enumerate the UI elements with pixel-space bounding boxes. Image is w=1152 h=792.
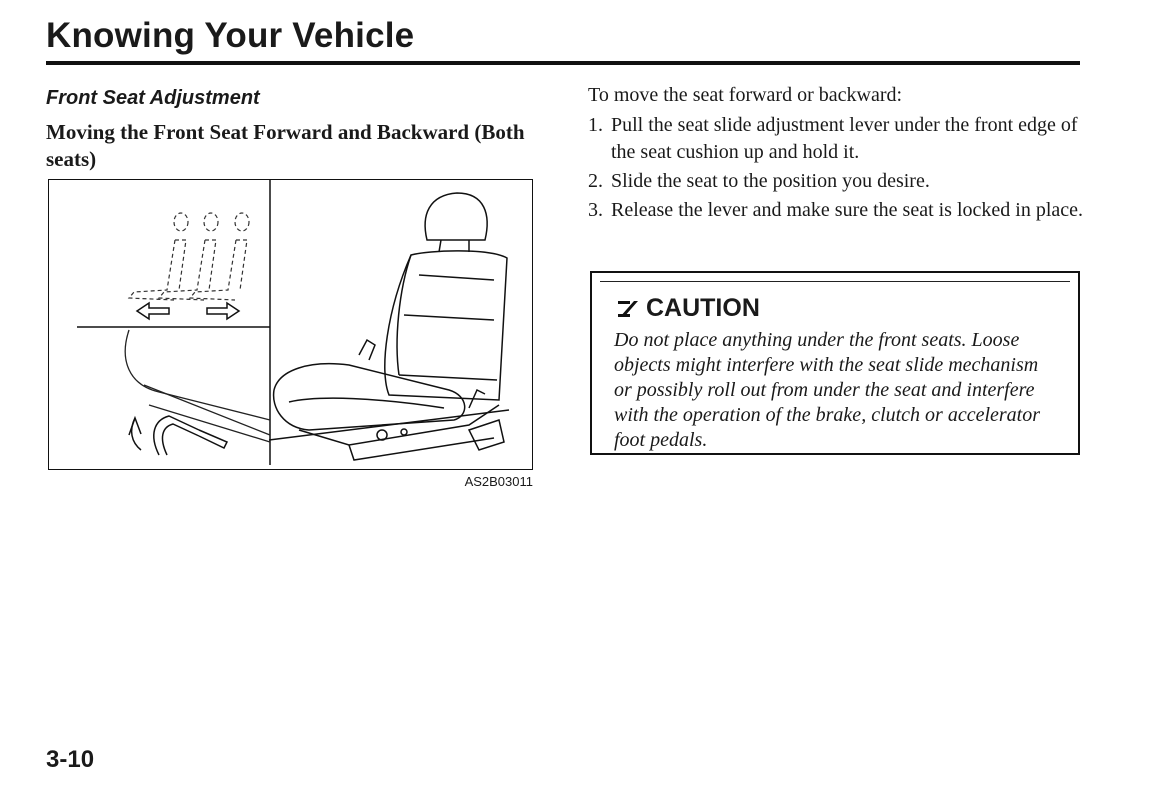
step-text: Pull the seat slide adjustment lever under the front edge of the seat cushion up and hold it.	[611, 114, 1078, 163]
step-number: 3.	[588, 199, 603, 221]
caution-box	[590, 271, 1080, 455]
section-heading: Front Seat Adjustment	[46, 87, 260, 109]
seat-positions-diagram	[129, 213, 249, 300]
caution-heading	[616, 294, 760, 323]
caution-icon	[616, 298, 644, 320]
subheading: Moving the Front Seat Forward and Backward (Both seats)	[46, 120, 525, 171]
instruction-steps	[588, 112, 1088, 226]
slide-arrows	[137, 303, 239, 319]
step-number: 2.	[588, 170, 603, 192]
step-text: Release the lever and make sure the seat is locked in place.	[611, 199, 1084, 221]
step-item	[588, 168, 1088, 195]
step-number: 1.	[588, 114, 603, 136]
instructions-intro: To move the seat forward or backward:	[588, 84, 903, 106]
step-text: Slide the seat to the position you desire.	[611, 170, 930, 192]
front-seat-illustration	[269, 193, 509, 460]
step-item	[588, 197, 1088, 224]
page-title: Knowing Your Vehicle	[46, 16, 415, 55]
left-seat-cushion	[125, 330, 270, 442]
page-number: 3-10	[46, 746, 95, 773]
title-rule	[46, 61, 1080, 65]
slide-lever-icon	[129, 416, 227, 455]
caution-title: CAUTION	[646, 294, 760, 322]
step-item	[588, 112, 1088, 166]
figure-code: AS2B03011	[464, 474, 533, 489]
caution-text: Do not place anything under the front seats. Loose objects might interfere with the seat slide mechanism or possibly roll out from under the seat and interfere with the operation of the brake, clutch or accelerator foot pedals.	[614, 329, 1041, 451]
seat-adjustment-figure	[48, 179, 533, 470]
